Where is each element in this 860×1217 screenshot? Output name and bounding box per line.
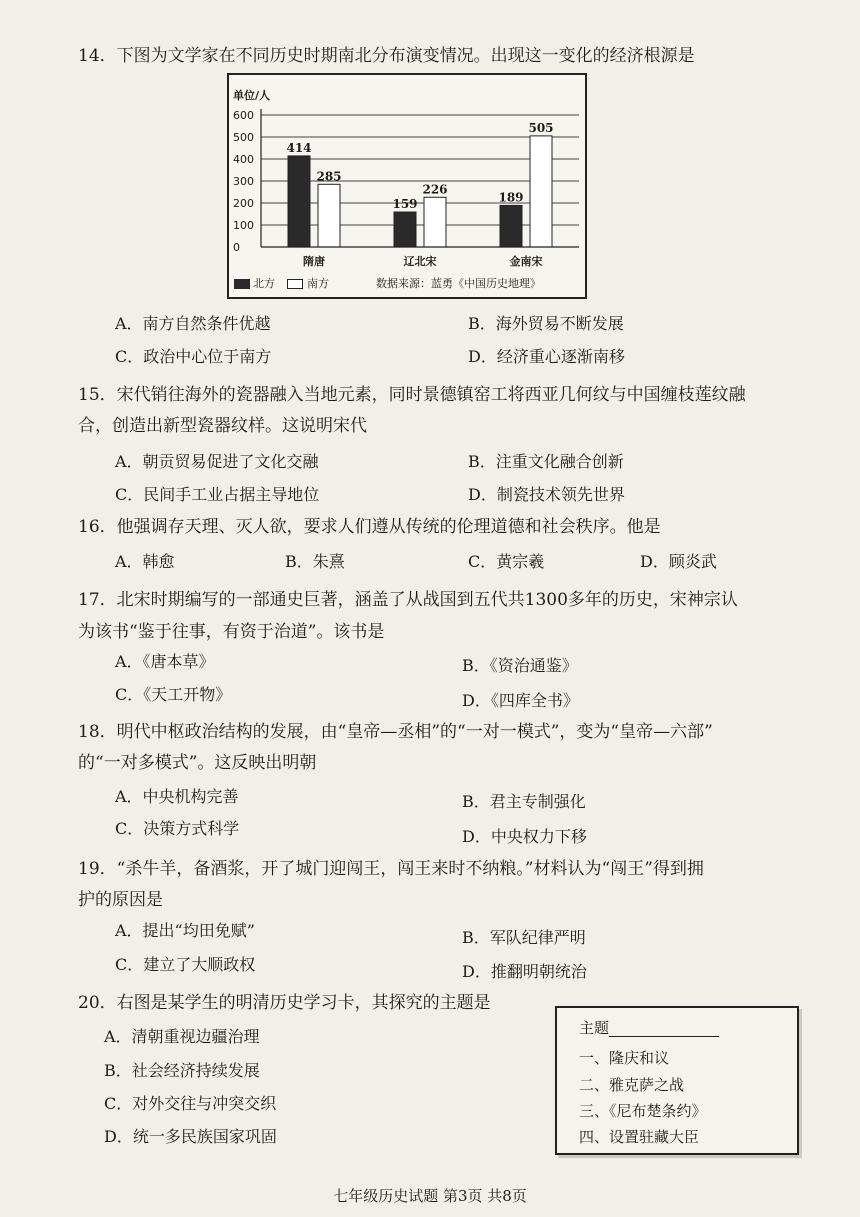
q14-option-b[interactable]: B．海外贸易不断发展 xyxy=(468,314,624,333)
q16-option-b[interactable]: B．朱熹 xyxy=(285,552,345,571)
q14-option-a[interactable]: A．南方自然条件优越 xyxy=(115,314,271,333)
card-item: 四、设置驻藏大臣 xyxy=(579,1128,700,1146)
q15-option-b[interactable]: B．注重文化融合创新 xyxy=(468,452,624,471)
chart-source: 数据来源：蓝勇《中国历史地理》 xyxy=(376,277,541,290)
x-tick-label: 金南宋 xyxy=(509,255,543,268)
bar-north xyxy=(288,156,310,247)
q16-stem: 16．他强调存天理、灭人欲，要求人们遵从传统的伦理道德和社会秩序。他是 xyxy=(78,517,661,537)
chart-svg xyxy=(229,75,585,275)
q19-stem-line2: 护的原因是 xyxy=(78,890,163,910)
q19-option-c[interactable]: C．建立了大顺政权 xyxy=(115,955,256,974)
bar-north xyxy=(500,205,522,247)
card-title-blank xyxy=(609,1022,719,1037)
q14-option-d[interactable]: D．经济重心逐渐南移 xyxy=(468,347,625,366)
y-tick-label: 300 xyxy=(233,175,254,188)
q20-option-a[interactable]: A．清朝重视边疆治理 xyxy=(104,1027,260,1046)
q15-option-d[interactable]: D．制瓷技术领先世界 xyxy=(468,485,625,504)
q18-option-a[interactable]: A．中央机构完善 xyxy=(115,787,239,806)
q20-option-b[interactable]: B．社会经济持续发展 xyxy=(104,1061,260,1080)
q20-stem: 20．右图是某学生的明清历史学习卡，其探究的主题是 xyxy=(78,993,491,1013)
q15-option-a[interactable]: A．朝贡贸易促进了文化交融 xyxy=(115,452,319,471)
data-label: 505 xyxy=(528,120,554,135)
q20-option-c[interactable]: C．对外交往与冲突交织 xyxy=(104,1094,277,1113)
q15-stem-line2: 合，创造出新型瓷器纹样。这说明宋代 xyxy=(78,416,367,436)
y-tick-label: 100 xyxy=(233,219,254,232)
q16-option-c[interactable]: C．黄宗羲 xyxy=(468,552,545,571)
legend-label-south: 南方 xyxy=(307,277,329,290)
y-axis-title: 单位/人 xyxy=(233,89,271,102)
q17-option-a[interactable]: A．《唐本草》 xyxy=(115,652,215,671)
y-tick-label: 500 xyxy=(233,131,254,144)
y-tick-label: 0 xyxy=(233,241,240,254)
card-title-row xyxy=(579,1018,719,1038)
card-item: 二、雅克萨之战 xyxy=(579,1076,685,1094)
q18-option-b[interactable]: B．君主专制强化 xyxy=(462,792,586,811)
card-item: 三、《尼布楚条约》 xyxy=(579,1102,707,1120)
q17-stem-line2: 为该书“鉴于往事，有资于治道”。该书是 xyxy=(78,622,385,642)
legend-swatch-south xyxy=(287,279,303,289)
q17-stem-line1: 17．北宋时期编写的一部通史巨著，涵盖了从战国到五代共1300多年的历史，宋神宗认 xyxy=(78,590,738,610)
q19-option-b[interactable]: B．军队纪律严明 xyxy=(462,928,586,947)
data-label: 189 xyxy=(498,190,524,205)
q16-option-a[interactable]: A．韩愈 xyxy=(115,552,175,571)
card-title: 主题 xyxy=(579,1019,610,1037)
card-item: 一、隆庆和议 xyxy=(579,1049,670,1067)
data-label: 226 xyxy=(422,182,448,197)
q20-option-d[interactable]: D．统一多民族国家巩固 xyxy=(104,1127,277,1146)
data-label: 285 xyxy=(316,169,342,184)
x-tick-label: 隋唐 xyxy=(303,255,325,268)
legend-label-north: 北方 xyxy=(253,277,275,290)
y-tick-label: 200 xyxy=(233,197,254,210)
data-label: 414 xyxy=(286,140,312,155)
x-tick-label: 辽北宋 xyxy=(403,255,437,268)
q18-option-d[interactable]: D．中央权力下移 xyxy=(462,827,587,846)
y-tick-label: 400 xyxy=(233,153,254,166)
study-card xyxy=(555,1006,799,1155)
bar-south xyxy=(530,136,552,247)
bar-south xyxy=(424,197,446,247)
q14-option-c[interactable]: C．政治中心位于南方 xyxy=(115,347,272,366)
q14-bar-chart xyxy=(227,73,587,299)
page-footer: 七年级历史试题 第3页 共8页 xyxy=(333,1187,527,1205)
bar-north xyxy=(394,212,416,247)
q18-option-c[interactable]: C．决策方式科学 xyxy=(115,819,240,838)
q14-stem: 14．下图为文学家在不同历史时期南北分布演变情况。出现这一变化的经济根源是 xyxy=(78,46,695,66)
q16-option-d[interactable]: D．顾炎武 xyxy=(640,552,717,571)
q17-option-c[interactable]: C．《天工开物》 xyxy=(115,685,232,704)
q18-stem-line2: 的“一对多模式”。这反映出明朝 xyxy=(78,753,317,773)
y-tick-label: 600 xyxy=(233,109,254,122)
q15-stem-line1: 15．宋代销往海外的瓷器融入当地元素，同时景德镇窑工将西亚几何纹与中国缠枝莲纹融 xyxy=(78,385,746,405)
q17-option-d[interactable]: D．《四库全书》 xyxy=(462,691,579,710)
q19-stem-line1: 19．“杀牛羊，备酒浆，开了城门迎闯王，闯王来时不纳粮。”材料认为“闯王”得到拥 xyxy=(78,859,704,879)
q18-stem-line1: 18．明代中枢政治结构的发展，由“皇帝—丞相”的“一对一模式”，变为“皇帝—六部” xyxy=(78,722,713,742)
q17-option-b[interactable]: B．《资治通鉴》 xyxy=(462,656,578,675)
bar-south xyxy=(318,184,340,247)
q19-option-a[interactable]: A．提出“均田免赋” xyxy=(115,921,255,940)
q19-option-d[interactable]: D．推翻明朝统治 xyxy=(462,962,587,981)
legend-swatch-north xyxy=(234,279,250,289)
data-label: 159 xyxy=(392,197,418,212)
chart-legend xyxy=(229,274,585,294)
q15-option-c[interactable]: C．民间手工业占据主导地位 xyxy=(115,485,320,504)
